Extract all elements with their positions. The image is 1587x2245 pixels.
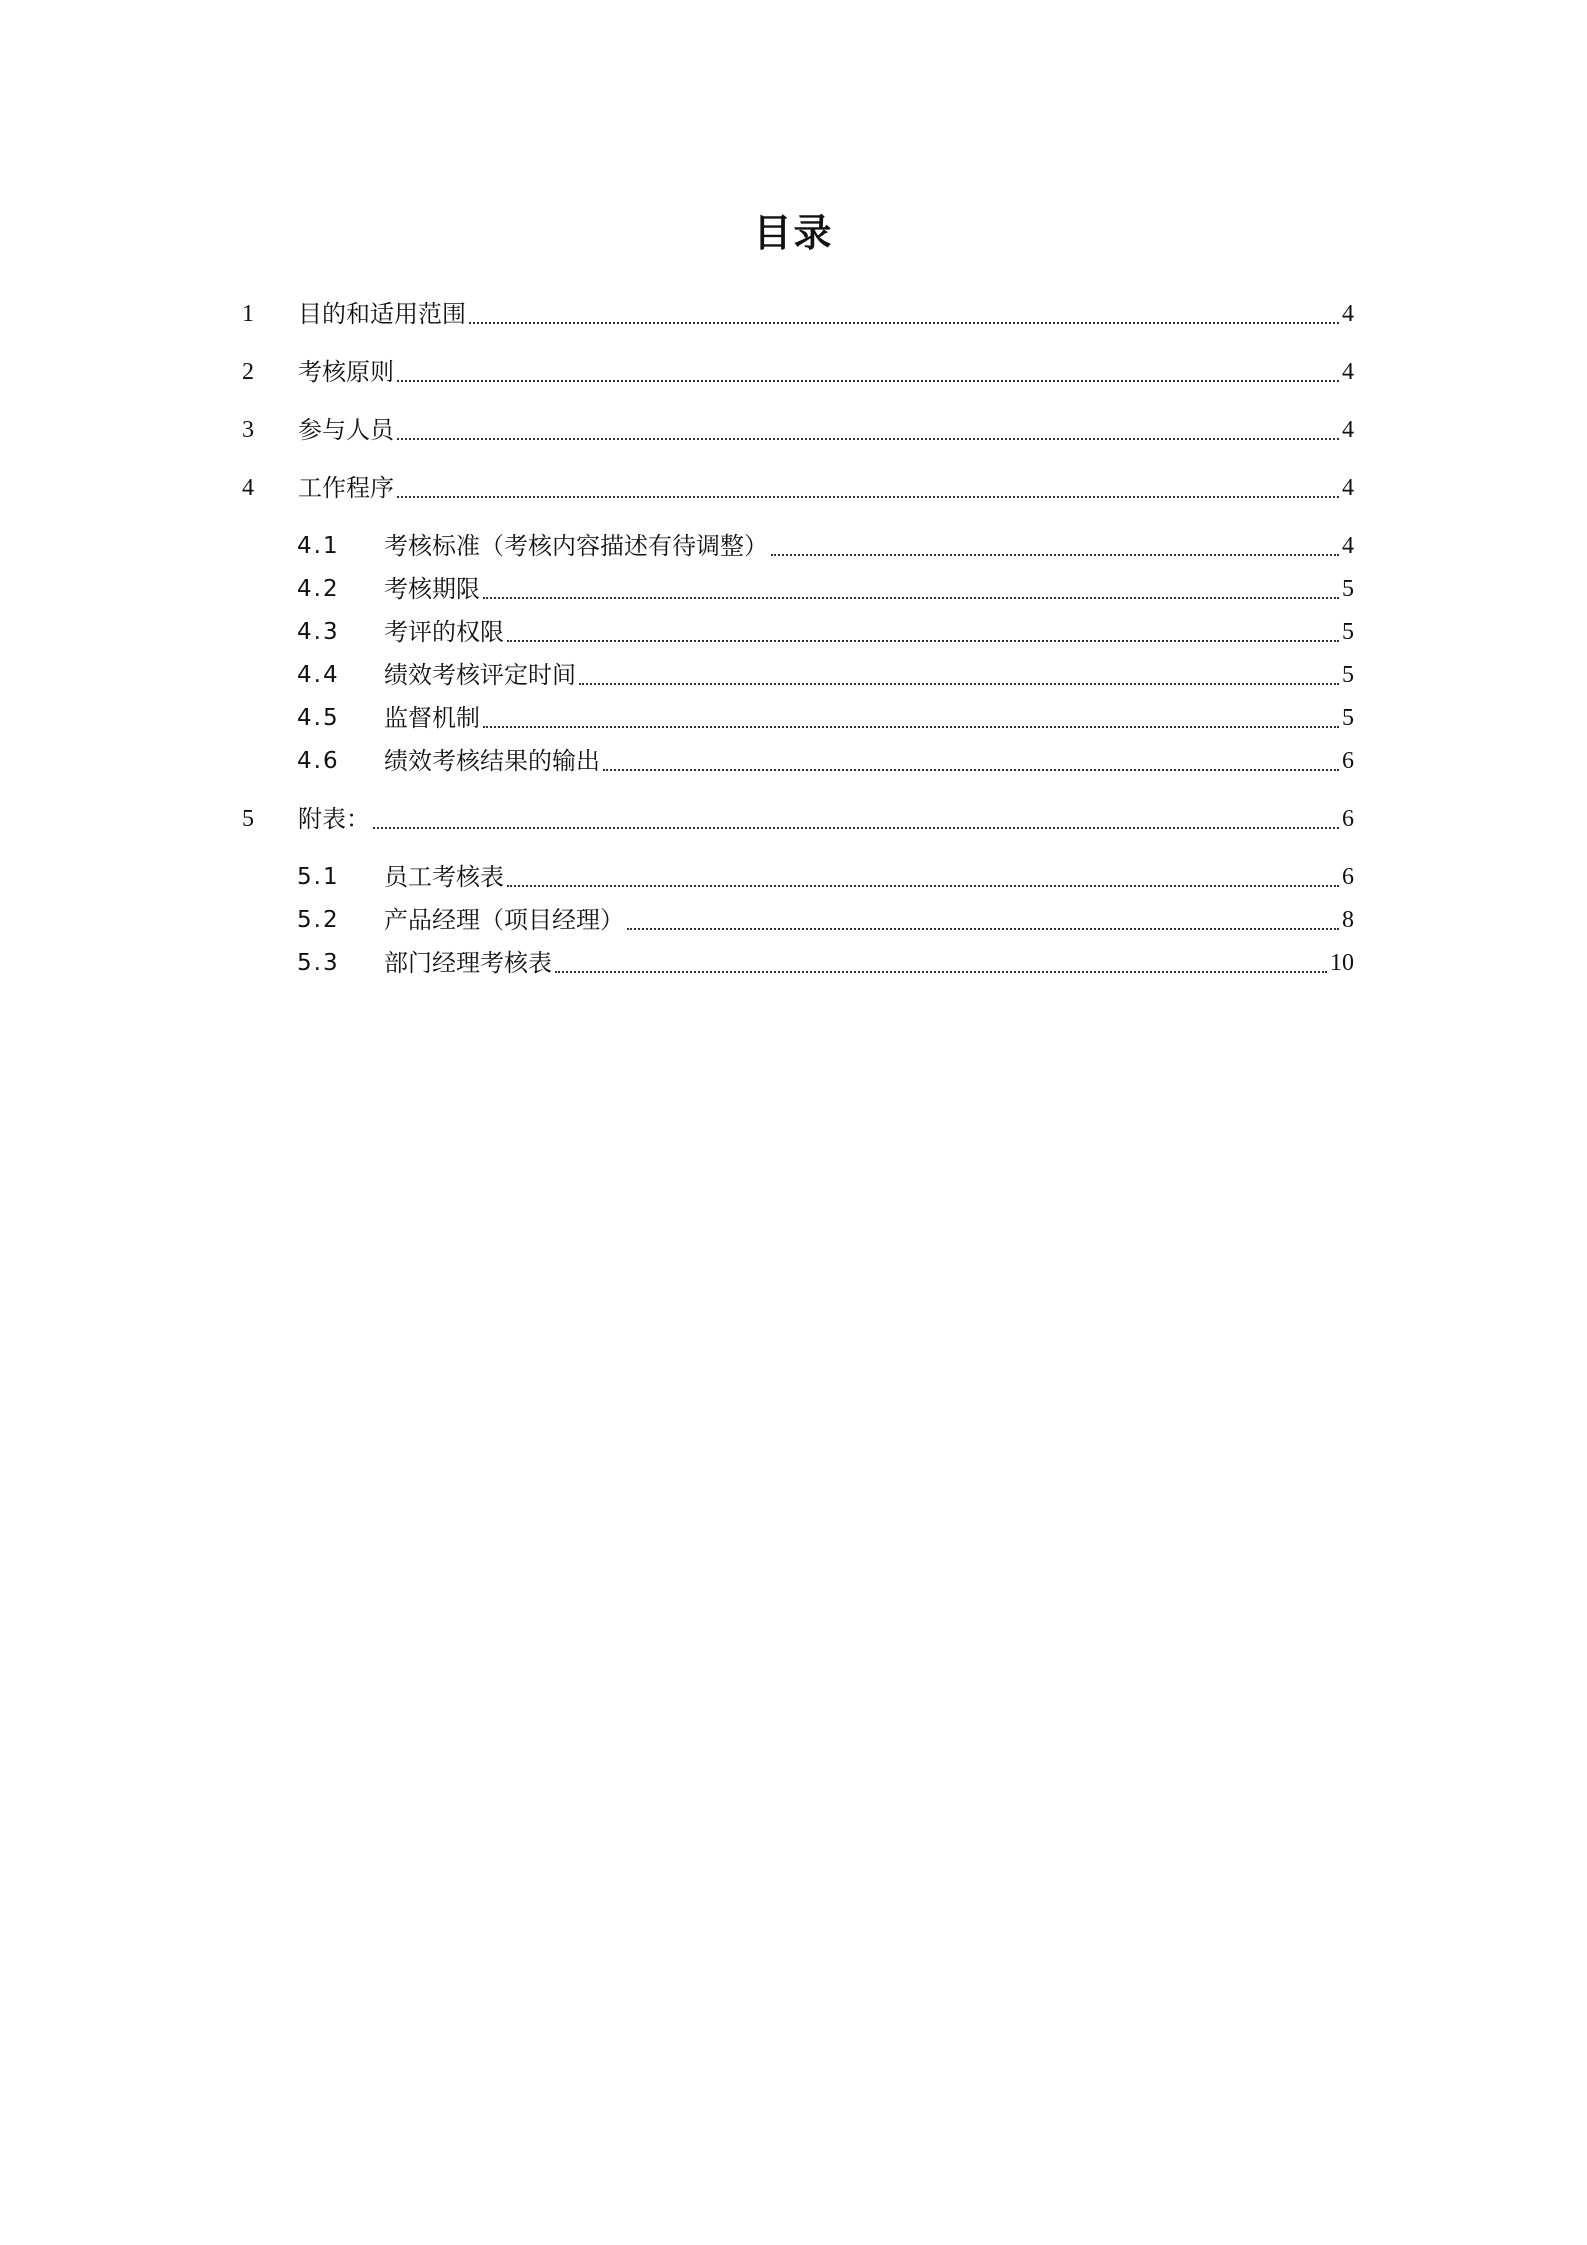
toc-subentry[interactable]: [0, 655, 1587, 695]
toc-entry-number: 4.1: [297, 533, 340, 559]
toc-entry-page: 6: [1342, 806, 1354, 832]
toc-entry-page: 6: [1342, 864, 1354, 890]
toc-entry-number: 5.3: [297, 950, 340, 976]
toc-subentry[interactable]: [0, 612, 1587, 652]
toc-entry-number: 5.2: [297, 907, 340, 933]
dot-leader: [771, 553, 1339, 556]
toc-entry-number: 5.1: [297, 864, 340, 890]
dot-leader: [507, 639, 1339, 642]
toc-title: 目录: [753, 211, 834, 255]
toc-entry[interactable]: [0, 468, 1587, 508]
dot-leader: [397, 379, 1339, 382]
toc-entry-text: 绩效考核评定时间: [384, 661, 576, 689]
dot-leader: [555, 970, 1327, 973]
toc-entry-page: 5: [1342, 705, 1354, 731]
toc-subentry[interactable]: [0, 857, 1587, 897]
toc-entry-page: 10: [1330, 950, 1354, 976]
toc-entry-text: 员工考核表: [384, 863, 504, 891]
toc-entry-text: 考核期限: [384, 575, 480, 603]
dot-leader: [373, 826, 1339, 829]
toc-entry-text: 产品经理（项目经理）: [384, 906, 624, 934]
toc-entry-number: 5: [242, 806, 254, 832]
toc-entry-number: 2: [242, 359, 254, 385]
toc-entry-page: 4: [1342, 359, 1354, 385]
toc-entry-page: 5: [1342, 619, 1354, 645]
dot-leader: [483, 725, 1339, 728]
dot-leader: [507, 884, 1339, 887]
toc-entry-page: 4: [1342, 533, 1354, 559]
toc-entry-text: 考评的权限: [384, 618, 504, 646]
toc-subentry[interactable]: [0, 943, 1587, 983]
toc-entry-text: 考核标准（考核内容描述有待调整）: [384, 532, 768, 560]
toc-entry-text: 考核原则: [298, 358, 394, 386]
toc-entry-number: 1: [242, 301, 254, 327]
toc-entry-text: 工作程序: [298, 474, 394, 502]
toc-entry-page: 4: [1342, 475, 1354, 501]
toc-entry-number: 4.3: [297, 619, 340, 645]
dot-leader: [579, 682, 1339, 685]
dot-leader: [483, 596, 1339, 599]
toc-entry-number: 4.5: [297, 705, 340, 731]
toc-entry-page: 8: [1342, 907, 1354, 933]
toc-entry-text: 附表：: [298, 805, 370, 833]
toc-entry[interactable]: [0, 294, 1587, 334]
toc-entry[interactable]: [0, 410, 1587, 450]
toc-entry-page: 4: [1342, 417, 1354, 443]
dot-leader: [603, 768, 1339, 771]
toc-entry[interactable]: [0, 352, 1587, 392]
dot-leader: [469, 321, 1339, 324]
toc-entry-number: 4.4: [297, 662, 340, 688]
toc-entry-page: 6: [1342, 748, 1354, 774]
toc-entry-text: 绩效考核结果的输出: [384, 747, 600, 775]
toc-subentry[interactable]: [0, 526, 1587, 566]
toc-entry-text: 参与人员: [298, 416, 394, 444]
toc-entry-page: 5: [1342, 662, 1354, 688]
toc-subentry[interactable]: [0, 569, 1587, 609]
toc-subentry[interactable]: [0, 741, 1587, 781]
dot-leader: [627, 927, 1339, 930]
toc-entry-number: 4: [242, 475, 254, 501]
toc-entry-number: 4.2: [297, 576, 340, 602]
toc-subentry[interactable]: [0, 698, 1587, 738]
toc-entry-number: 3: [242, 417, 254, 443]
toc-entry-page: 5: [1342, 576, 1354, 602]
toc-subentry[interactable]: [0, 900, 1587, 940]
toc-entry-page: 4: [1342, 301, 1354, 327]
toc-entry[interactable]: [0, 799, 1587, 839]
dot-leader: [397, 437, 1339, 440]
dot-leader: [397, 495, 1339, 498]
toc-entry-number: 4.6: [297, 748, 340, 774]
toc-entry-text: 监督机制: [384, 704, 480, 732]
toc-entry-text: 部门经理考核表: [384, 949, 552, 977]
toc-entry-text: 目的和适用范围: [298, 300, 466, 328]
